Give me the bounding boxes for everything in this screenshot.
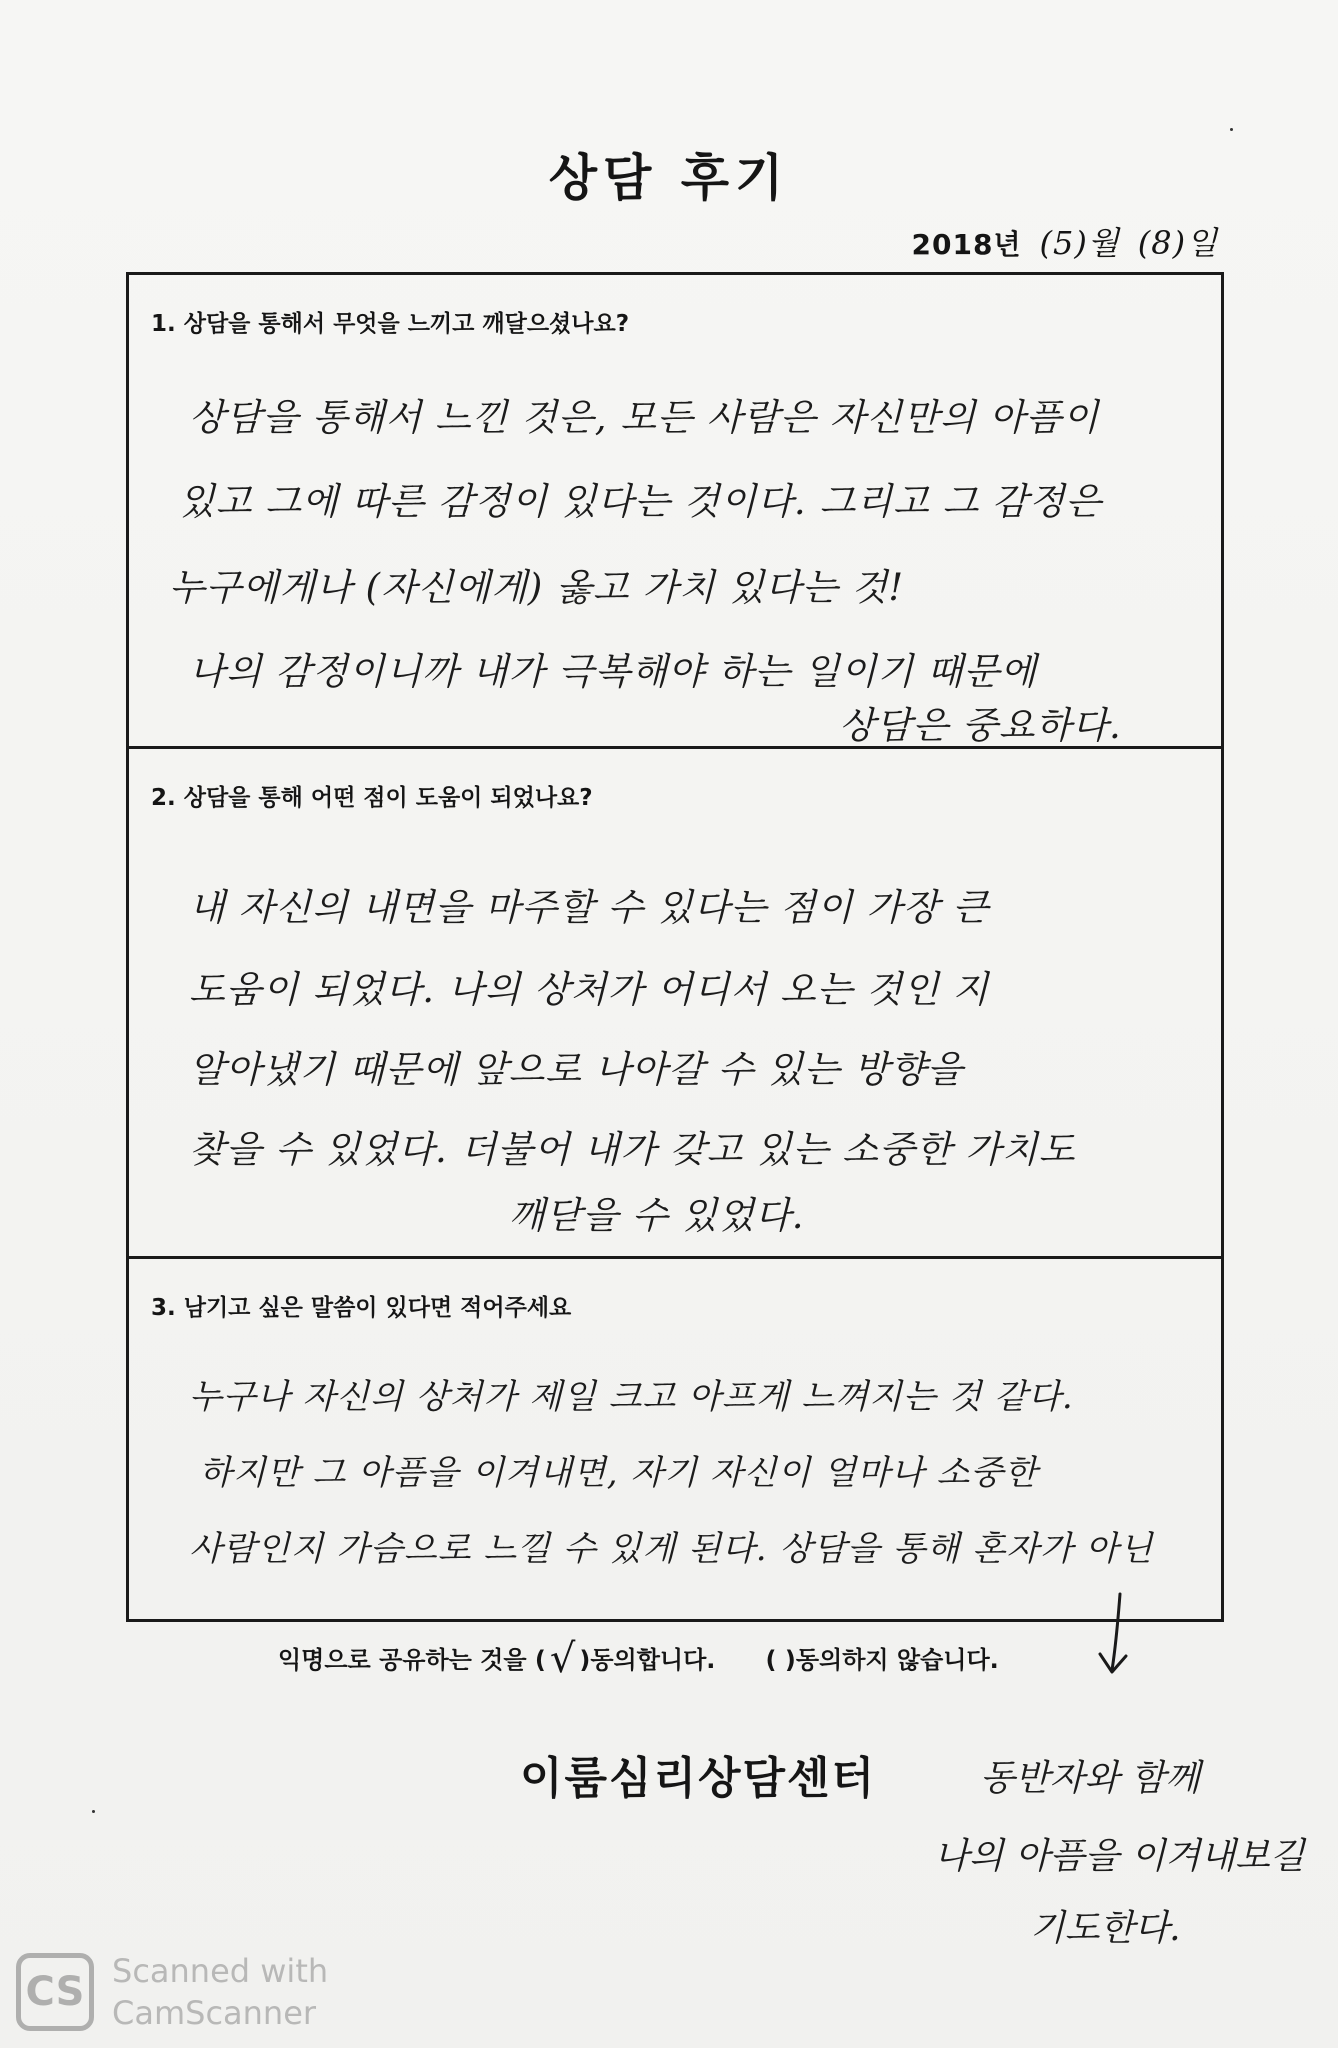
watermark-line-1: Scanned with: [112, 1952, 329, 1990]
answer-1-line: 상담은 중요하다.: [839, 704, 1122, 747]
section-1: [129, 275, 1221, 749]
answer-1-line: 나의 감정이니까 내가 극복해야 하는 일이기 때문에: [189, 650, 1038, 693]
answer-2-line: 내 자신의 내면을 마주할 수 있다는 점이 가장 큰: [189, 886, 990, 929]
section-2: [129, 749, 1221, 1259]
camscanner-logo: CS: [16, 1953, 94, 2031]
answer-3-line: 사람인지 가슴으로 느낄 수 있게 된다. 상담을 통해 혼자가 아닌: [189, 1529, 1154, 1569]
closing-note-line: 기도한다.: [1030, 1908, 1181, 1949]
page-title: 상담 후기: [548, 149, 790, 207]
answer-2-line: 알아냈기 때문에 앞으로 나아갈 수 있는 방향을: [189, 1048, 964, 1091]
section-3: [129, 1259, 1221, 1622]
answer-1-line: 있고 그에 따른 감정이 있다는 것이다. 그리고 그 감정은: [179, 480, 1103, 523]
question-3: 3. 남기고 싶은 말씀이 있다면 적어주세요: [151, 1295, 572, 1321]
speck: [1230, 128, 1233, 131]
closing-note-line: 동반자와 함께: [980, 1758, 1201, 1799]
answer-2-line: 도움이 되었다. 나의 상처가 어디서 오는 것인 지: [189, 968, 990, 1011]
answer-1-line: 상담을 통해서 느낀 것은, 모든 사람은 자신만의 아픔이: [189, 396, 1100, 439]
answer-3-line: 하지만 그 아픔을 이겨내면, 자기 자신이 얼마나 소중한: [199, 1453, 1039, 1493]
question-1: 1. 상담을 통해서 무엇을 느끼고 깨달으셨나요?: [151, 311, 630, 337]
answer-2-line: 깨닫을 수 있었다.: [509, 1194, 805, 1237]
consent-disagree: ( )동의하지 않습니다.: [765, 1646, 999, 1674]
watermark-line-2: CamScanner: [112, 1994, 317, 2032]
center-name: 이룸심리상담센터: [520, 1753, 877, 1804]
review-form: [126, 272, 1224, 1622]
answer-1-line: 누구에게나 (자신에게) 옳고 가치 있다는 것!: [169, 566, 905, 609]
consent-prefix: 익명으로 공유하는 것을 (: [278, 1646, 546, 1674]
date-row: [912, 218, 1218, 264]
consent-check-mark: √: [549, 1636, 576, 1682]
date-day: (8)일: [1137, 224, 1218, 262]
date-month: (5)월: [1039, 224, 1120, 262]
closing-note-line: 나의 아픔을 이겨내보길: [934, 1836, 1305, 1877]
scanner-watermark: [16, 1950, 328, 2034]
consent-agree: )동의합니다.: [579, 1646, 716, 1674]
speck: [92, 1810, 95, 1813]
arrow-down-icon: [1096, 1590, 1136, 1680]
answer-2-line: 찾을 수 있었다. 더불어 내가 갖고 있는 소중한 가치도: [189, 1128, 1076, 1171]
answer-3-line: 누구나 자신의 상처가 제일 크고 아프게 느껴지는 것 같다.: [189, 1377, 1074, 1417]
question-2: 2. 상담을 통해 어떤 점이 도움이 되었나요?: [151, 785, 593, 811]
consent-row: [278, 1632, 999, 1682]
date-year: 2018년: [911, 228, 1022, 261]
